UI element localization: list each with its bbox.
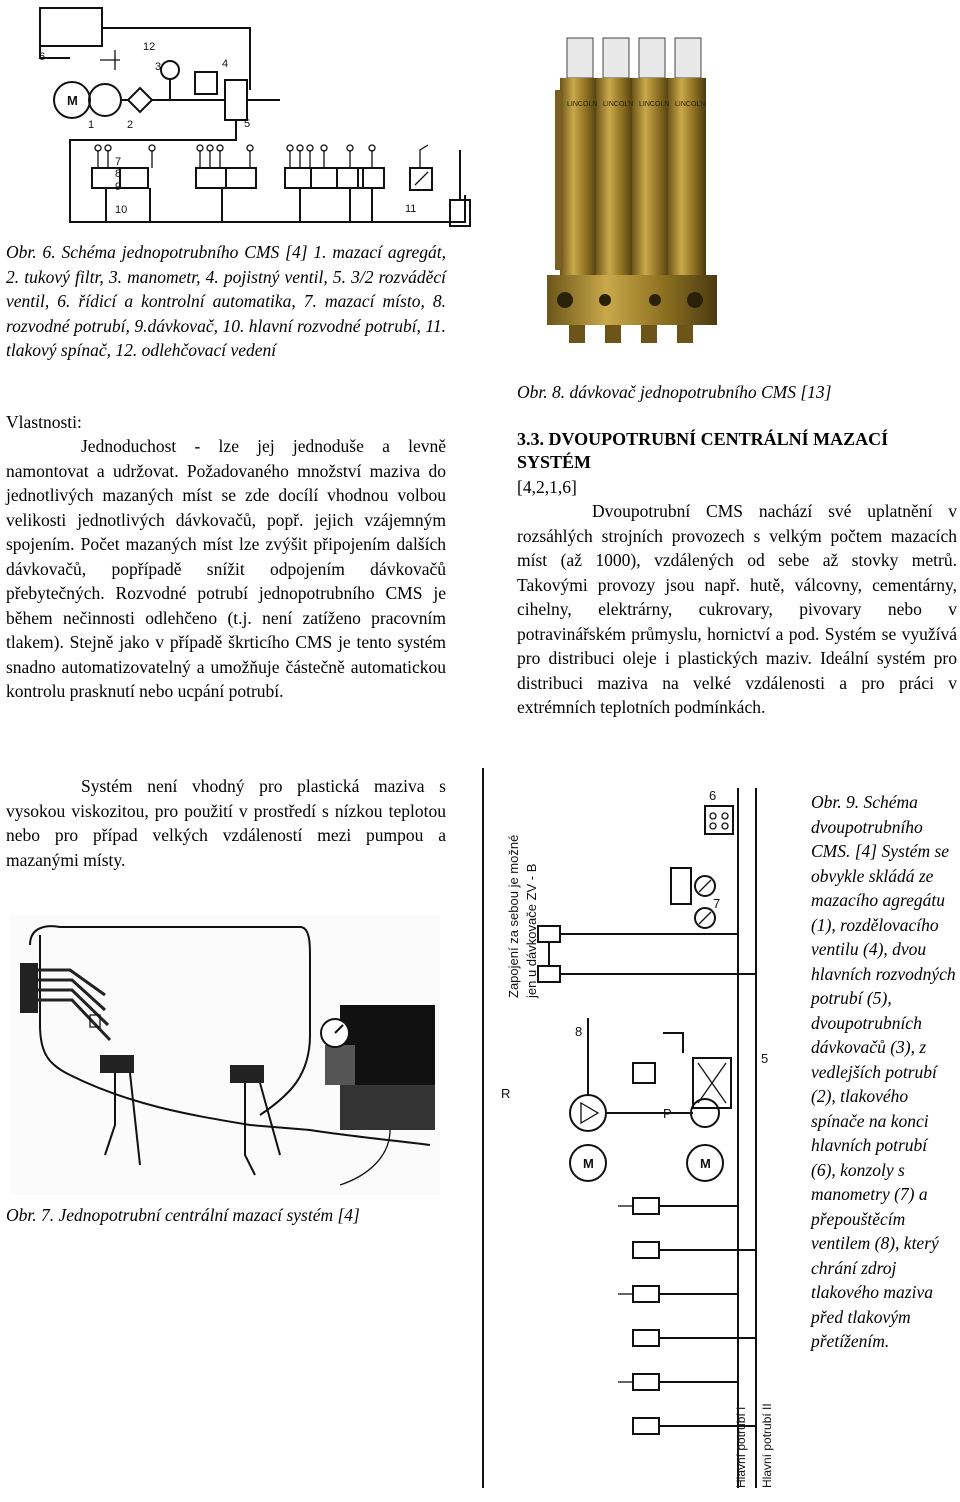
svg-text:1: 1 (88, 119, 95, 131)
properties-paragraph-2: Systém není vhodný pro plastická maziva s vysokou viskozitou, pro použití v prostředí s nízkou teplotou nebo pro případ velkých vzdáleností mezi pumpou a mazanými místy. (6, 776, 446, 870)
fig9-schematic (483, 768, 808, 1488)
svg-text:LINCOLN: LINCOLN (603, 101, 634, 108)
svg-text:LINCOLN: LINCOLN (675, 101, 706, 108)
fig9-caption: Obr. 9. Schéma dvoupotrubního CMS. [4] Systém se obvykle skládá ze mazacího agregátu (1), rozdělovacího ventilu (4), dvou hlavních rozvodných potrubí (5), dvoupotrubních dávkovačů (3), z vedlejších potrubí (2), tlakového spínače na konci hlavních potrubí (6), konzoly s manometry (7) a přepouštěcím ventilem (8), který chrání zdroj tlakového maziva před tlakovým přetížením. (811, 792, 956, 1351)
manometer-console-7 (671, 868, 715, 928)
properties-paragraph-1: Jednoduchost - lze jej jednoduše a levně namontovat a udržovat. Požadovaného množství maziva do jednotlivých mazaných míst se zde docílí vhodnou volbou velikosti jednotlivých dávkovačů, popř. jejich vzájemným spojením. Počet mazaných míst lze zvýšit připojením dalších dávkovačů, popřípadě snížit odpojením dávkovačů přebytečných. Rozvodné potrubí jednopotrubního CMS je během nečinnosti odlehčeno (t.j. není zatíženo pracovním tlakem). Stejně jako v případě škrticího CMS je tento systém snadno automatizovatelný a umožňuje částečně automatickou kontrolu prasknutí nebo ucpání potrubí. (6, 436, 446, 701)
svg-text:jen u dávkovače ZV - B: jen u dávkovače ZV - B (524, 863, 539, 998)
fig6-caption: Obr. 6. Schéma jednopotrubního CMS [4] 1. mazací agregát, 2. tukový filtr, 3. manometr, 4. pojistný ventil, 5. 3/2 rozváděcí ventil, 6. řídicí a kontrolní automatika, 7. mazací místo, 8. rozvodné potrubí, 9.dávkovač, 10. hlavní rozvodné potrubí, 11. tlakový spínač, 12. odlehčovací vedení (6, 242, 446, 360)
pressure-switch-symbol (410, 145, 470, 226)
section-heading: 3.3. DVOUPOTRUBNÍ CENTRÁLNÍ MAZACÍ SYSTÉM (517, 429, 889, 472)
pressure-switch-6 (705, 806, 733, 834)
svg-text:10: 10 (115, 204, 128, 216)
fig7-illustration (10, 915, 440, 1195)
distributor-block (20, 963, 38, 1013)
svg-text:Hlavní potrubí II: Hlavní potrubí II (760, 1403, 774, 1488)
properties-heading: Vlastnosti: (6, 412, 82, 432)
dosing-units-bottom (618, 1198, 756, 1434)
valve-columns (555, 38, 706, 278)
fig6-schematic (0, 0, 470, 235)
safety-valve-symbol (195, 72, 217, 94)
section-refs: [4,2,1,6] (517, 477, 577, 497)
manometer-symbol (161, 61, 179, 79)
svg-text:7: 7 (713, 896, 721, 911)
dosing-group-4 (358, 145, 384, 222)
svg-text:2: 2 (127, 119, 134, 131)
svg-text:7: 7 (115, 156, 122, 168)
svg-text:R: R (501, 1086, 511, 1101)
svg-text:8: 8 (575, 1024, 583, 1039)
svg-text:Zapojení za sebou je možné: Zapojení za sebou je možné (506, 834, 521, 998)
dosing-group-3 (285, 145, 363, 222)
svg-text:LINCOLN: LINCOLN (639, 101, 670, 108)
section-paragraph: Dvoupotrubní CMS nachází své uplatnění v rozsáhlých strojních provozech s velkým počtem mazacích míst (až 1000), vzdálených od sebe až stovky metrů. Takovými provozy jsou např. hutě, válcovny, cementárny, cihelny, elektrárny, cukrovary, pivovary nebo v potravinářském průmyslu, hornictví a pod. Systém se využívá pro distribuci oleje i plastických maziv. Ideální systém pro distribuci maziva na velké vzdálenosti a pro práci v extrémních teplotních podmínkách. (517, 501, 957, 717)
svg-text:3: 3 (155, 61, 162, 73)
svg-text:M: M (700, 1156, 711, 1171)
dosing-units-top (538, 926, 756, 982)
fig7-caption: Obr. 7. Jednopotrubní centrální mazací systém [4] (6, 1205, 360, 1225)
svg-text:11: 11 (405, 203, 417, 215)
svg-text:9: 9 (115, 181, 122, 193)
svg-text:8: 8 (115, 168, 122, 180)
svg-text:5: 5 (761, 1051, 769, 1066)
svg-text:12: 12 (143, 41, 156, 53)
svg-text:LINCOLN: LINCOLN (567, 101, 598, 108)
svg-text:6: 6 (709, 788, 717, 803)
fig8-caption: Obr. 8. dávkovač jednopotrubního CMS [13] (517, 382, 832, 402)
fig8-illustration (545, 30, 745, 350)
dosing-group-2 (196, 145, 256, 222)
svg-text:Hlavní potrubí I: Hlavní potrubí I (734, 1406, 748, 1488)
pump-symbol (89, 84, 121, 116)
directional-valve-symbol (225, 80, 247, 120)
svg-text:M: M (583, 1156, 594, 1171)
svg-text:5: 5 (244, 118, 251, 130)
svg-text:4: 4 (222, 58, 229, 70)
distribution-valve-4 (663, 1033, 731, 1108)
svg-text:P: P (663, 1106, 672, 1121)
svg-text:6: 6 (39, 51, 46, 63)
svg-text:M: M (67, 93, 78, 108)
